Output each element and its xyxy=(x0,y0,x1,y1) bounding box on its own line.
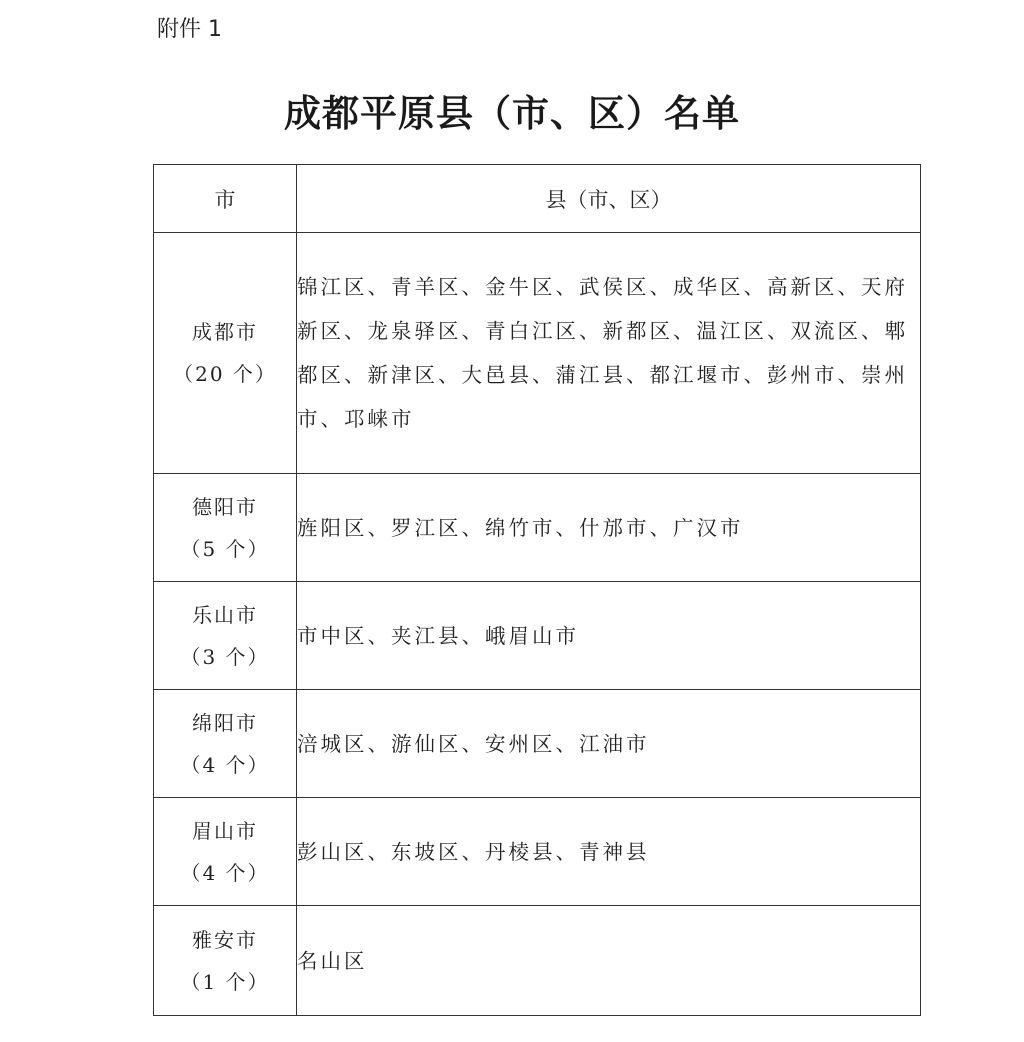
city-count: （1 个） xyxy=(180,969,270,994)
city-cell xyxy=(154,906,297,1016)
city-name: 雅安市 xyxy=(192,927,258,952)
table-row xyxy=(154,233,921,474)
column-header-city: 市 xyxy=(154,165,297,233)
city-name: 眉山市 xyxy=(192,818,258,843)
table-header-row xyxy=(154,165,921,233)
city-name: 乐山市 xyxy=(192,602,258,627)
counties-cell: 涪城区、游仙区、安州区、江油市 xyxy=(297,690,921,798)
table-row xyxy=(154,906,921,1016)
table-row xyxy=(154,690,921,798)
counties-cell: 市中区、夹江县、峨眉山市 xyxy=(297,582,921,690)
city-cell xyxy=(154,690,297,798)
county-list-table xyxy=(153,164,921,1016)
attachment-label: 附件 1 xyxy=(157,17,222,42)
counties-cell: 彭山区、东坡区、丹棱县、青神县 xyxy=(297,798,921,906)
city-cell xyxy=(154,233,297,474)
counties-cell: 旌阳区、罗江区、绵竹市、什邡市、广汉市 xyxy=(297,474,921,582)
city-cell xyxy=(154,474,297,582)
city-count: （3 个） xyxy=(180,644,270,669)
city-cell xyxy=(154,798,297,906)
city-count: （20 个） xyxy=(173,362,277,386)
counties-cell: 名山区 xyxy=(297,906,921,1016)
table-row xyxy=(154,798,921,906)
table-row xyxy=(154,474,921,582)
column-header-counties: 县（市、区） xyxy=(297,165,921,233)
document-title: 成都平原县（市、区）名单 xyxy=(284,92,740,135)
city-count: （4 个） xyxy=(180,860,270,885)
counties-cell: 锦江区、青羊区、金牛区、武侯区、成华区、高新区、天府新区、龙泉驿区、青白江区、新都区、温江区、双流区、郫都区、新津区、大邑县、蒲江县、都江堰市、彭州市、崇州市、邛崃市 xyxy=(297,233,921,474)
city-name: 绵阳市 xyxy=(192,710,258,735)
city-count: （5 个） xyxy=(180,536,270,561)
table-row xyxy=(154,582,921,690)
city-name: 德阳市 xyxy=(192,494,258,519)
city-count: （4 个） xyxy=(180,752,270,777)
city-name: 成都市 xyxy=(192,320,258,344)
city-cell xyxy=(154,582,297,690)
